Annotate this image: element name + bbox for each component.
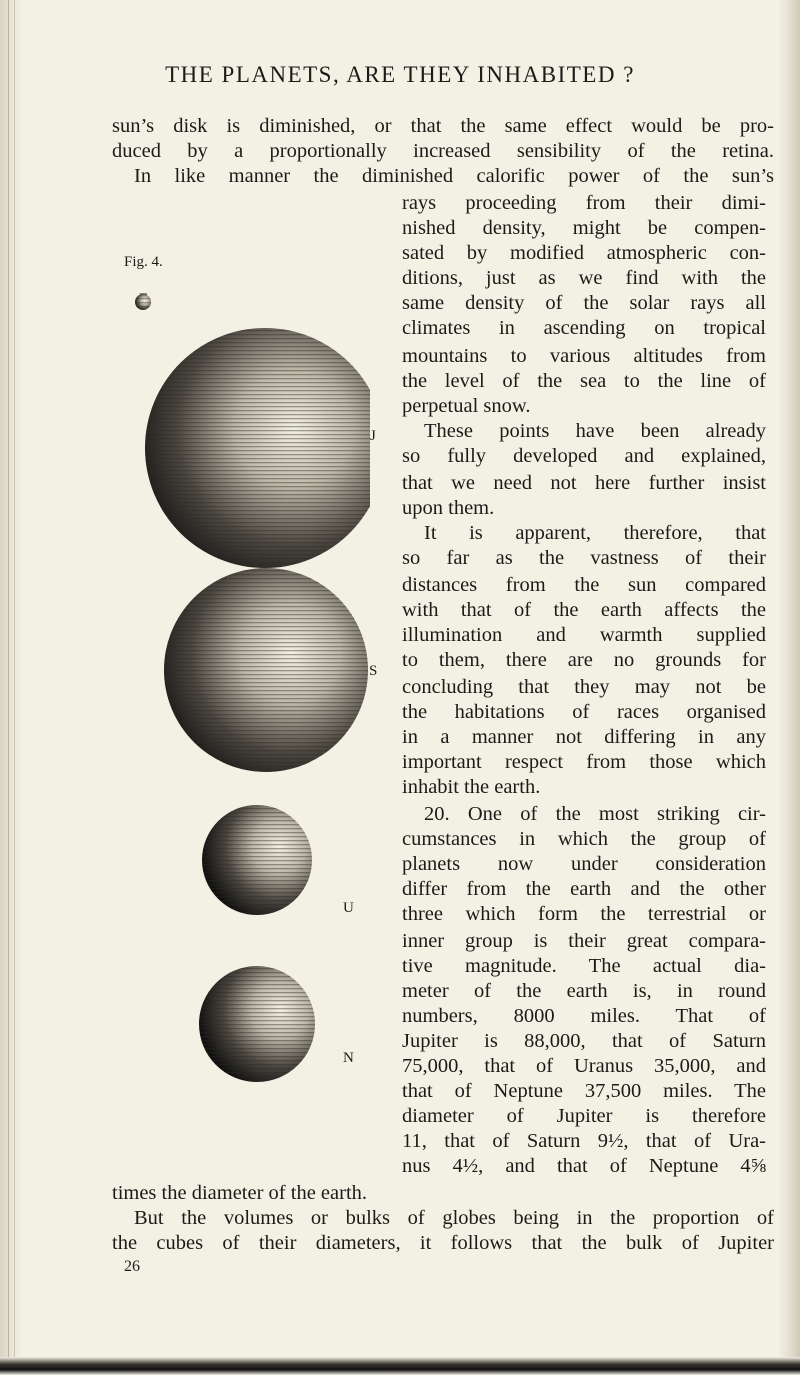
text-line: numbers, 8000 miles. That of bbox=[402, 1005, 766, 1027]
text-line: upon them. bbox=[402, 497, 495, 519]
earth-globe bbox=[135, 294, 151, 310]
planet-letter-jupiter: J bbox=[370, 428, 376, 444]
text-line: distances from the sun compared bbox=[402, 574, 766, 596]
text-line: so far as the vastness of their bbox=[402, 547, 766, 569]
page-number: 26 bbox=[124, 1258, 140, 1275]
text-line: differ from the earth and the other bbox=[402, 878, 766, 900]
text-line: same density of the solar rays all bbox=[402, 292, 766, 314]
text-line: meter of the earth is, in round bbox=[402, 980, 766, 1002]
planet-letter-saturn: S bbox=[369, 663, 378, 679]
text-line: 20. One of the most striking cir- bbox=[424, 803, 766, 825]
text-line: that of Neptune 37,500 miles. The bbox=[402, 1080, 766, 1102]
uranus-globe-figure bbox=[197, 800, 317, 920]
text-line: perpetual snow. bbox=[402, 395, 531, 417]
planet-letter-uranus: U bbox=[343, 900, 354, 916]
text-line: three which form the terrestrial or bbox=[402, 903, 766, 925]
text-line: nus 4½, and that of Neptune 4⅝ bbox=[402, 1155, 766, 1177]
text-line: the habitations of races organised bbox=[402, 701, 766, 723]
neptune-globe-figure bbox=[193, 960, 323, 1090]
text-line: so fully developed and explained, bbox=[402, 445, 766, 467]
text-line: sun’s disk is diminished, or that the same effect would be pro- bbox=[112, 115, 774, 137]
text-line: that we need not here further insist bbox=[402, 472, 766, 494]
text-line: in a manner not differing in any bbox=[402, 726, 766, 748]
text-line: ditions, just as we find with the bbox=[402, 267, 766, 289]
text-line: cumstances in which the group of bbox=[402, 828, 766, 850]
bottom-page-edge bbox=[0, 1357, 800, 1375]
saturn-globe bbox=[164, 568, 368, 772]
text-line: inner group is their great compara- bbox=[402, 930, 766, 952]
text-line: Jupiter is 88,000, that of Saturn bbox=[402, 1030, 766, 1052]
text-line: 11, that of Saturn 9½, that of Ura- bbox=[402, 1130, 766, 1152]
text-line: duced by a proportionally increased sensibility of the retina. bbox=[112, 140, 774, 162]
figure-label: Fig. 4. bbox=[124, 254, 163, 270]
text-line: illumination and warmth supplied bbox=[402, 624, 766, 646]
uranus-globe bbox=[302, 270, 304, 271]
text-line: the level of the sea to the line of bbox=[402, 370, 766, 392]
text-line: In like manner the diminished calorific power of the sun’s bbox=[134, 165, 774, 187]
page-edge-left bbox=[0, 0, 22, 1375]
text-line: mountains to various altitudes from bbox=[402, 345, 766, 367]
text-line: climates in ascending on tropical bbox=[402, 317, 766, 339]
text-line: inhabit the earth. bbox=[402, 776, 541, 798]
text-line: 75,000, that of Uranus 35,000, and bbox=[402, 1055, 766, 1077]
page-edge-right bbox=[778, 0, 800, 1375]
text-line: But the volumes or bulks of globes being in the proportion of bbox=[134, 1207, 774, 1229]
planet-letter-neptune: N bbox=[343, 1050, 354, 1066]
text-line: with that of the earth affects the bbox=[402, 599, 766, 621]
text-line: sated by modified atmospheric con- bbox=[402, 242, 766, 264]
text-line: These points have been already bbox=[424, 420, 766, 442]
binding-rule-inner bbox=[14, 0, 15, 1360]
text-line: nished density, might be compen- bbox=[402, 217, 766, 239]
jupiter-globe bbox=[145, 328, 370, 568]
text-line: important respect from those which bbox=[402, 751, 766, 773]
text-line: It is apparent, therefore, that bbox=[424, 522, 766, 544]
running-head: THE PLANETS, ARE THEY INHABITED ? bbox=[165, 62, 635, 87]
text-line: rays proceeding from their dimi- bbox=[402, 192, 766, 214]
text-line: concluding that they may not be bbox=[402, 676, 766, 698]
text-line: diameter of Jupiter is therefore bbox=[402, 1105, 766, 1127]
planet-size-plate bbox=[110, 270, 370, 830]
text-line: tive magnitude. The actual dia- bbox=[402, 955, 766, 977]
text-line: to them, there are no grounds for bbox=[402, 649, 766, 671]
text-line: the cubes of their diameters, it follows that the bulk of Jupiter bbox=[112, 1232, 774, 1254]
binding-rule bbox=[8, 0, 9, 1360]
text-line: planets now under consideration bbox=[402, 853, 766, 875]
text-line: times the diameter of the earth. bbox=[112, 1182, 368, 1204]
